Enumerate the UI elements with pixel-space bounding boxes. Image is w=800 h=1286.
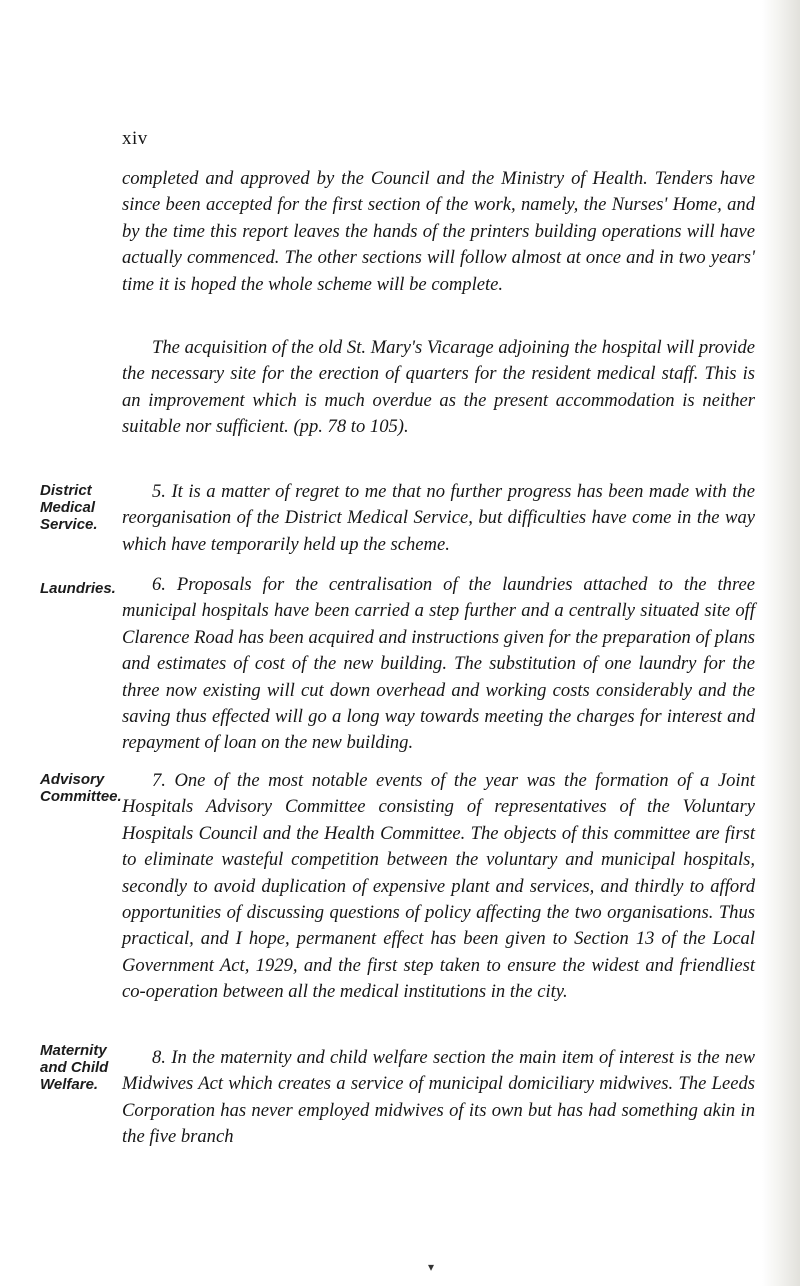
paragraph-district-medical-service: 5. It is a matter of regret to me that no further progress has been made with the reorganisation of the District Medical Service, but difficulties have come in the way which have temporarily held up the scheme. xyxy=(122,481,755,555)
side-note-laundries: Laundries. xyxy=(40,580,116,597)
page-edge-shadow xyxy=(762,0,800,1286)
printer-mark: ▾ xyxy=(428,1260,435,1274)
side-note-advisory-committee: Advisory Committee. xyxy=(40,771,122,805)
paragraph-continuation: completed and approved by the Council and the Ministry of Health. Tenders have since been accepted for the first section of the work, namely, the Nurses' Home, and by the time this report leaves the hands of the printers building operations will have actually commenced. The other sections will follow almost at once and in two years' time it is hoped the whole scheme will be complete. xyxy=(122,168,755,295)
paragraph-maternity-child-welfare: 8. In the maternity and child welfare section the main item of interest is the new Midwives Act which creates a service of municipal domiciliary midwives. The Leeds Corporation has never employed midwives of its own but has had something akin in the five branch xyxy=(122,1047,755,1148)
page-number: xiv xyxy=(122,128,148,149)
paragraph-vicarage: The acquisition of the old St. Mary's Vicarage adjoining the hospital will provide the necessary site for the erection of quarters for the resident medical staff. This is an improvement which is much overdue as the present accommodation is neither suitable nor sufficient. (pp. 78 to 105). xyxy=(122,337,755,438)
side-note-maternity-child-welfare: Maternity and Child Welfare. xyxy=(40,1042,109,1093)
side-note-district-medical-service: District Medical Service. xyxy=(40,482,98,533)
paragraph-advisory-committee: 7. One of the most notable events of the year was the formation of a Joint Hospitals Advisory Committee consisting of representatives of the Voluntary Hospitals Council and the Health Committee. The objects of this committee are first to eliminate wasteful competition between the voluntary and municipal hospitals, secondly to avoid duplication of expensive plant and services, and thirdly to afford opportunities of discussing questions of policy affecting the two organisations. Thus practical, and I hope, permanent effect has been given to Section 13 of the Local Government Act, 1929, and the first step taken to ensure the widest and friendliest co-operation between all the medical institutions in the city. xyxy=(122,770,755,1003)
paragraph-laundries: 6. Proposals for the centralisation of the laundries attached to the three municipal hospitals have been carried a step further and a centrally situated site off Clarence Road has been acquired and instructions given for the preparation of plans and estimates of cost of the new building. The substitution of one laundry for the three now existing will cut down overhead and working costs considerably and the saving thus effected will go a long way towards meeting the charges for interest and repayment of loan on the new building. xyxy=(122,574,755,754)
